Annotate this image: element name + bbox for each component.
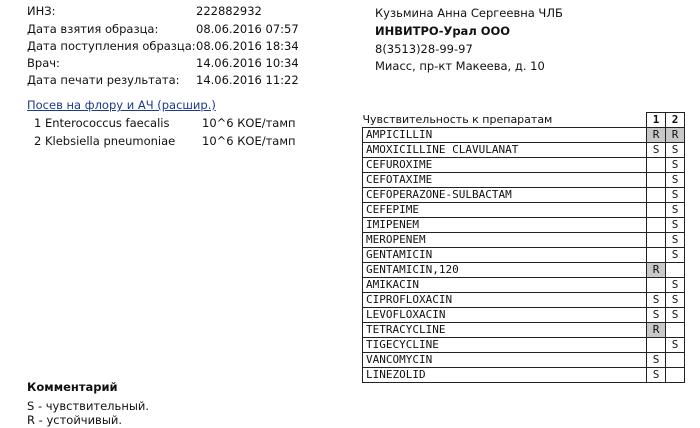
result-org-1: S	[647, 293, 666, 308]
drug-name: GENTAMICIN,120	[363, 263, 647, 278]
drug-name: VANCOMYCIN	[363, 353, 647, 368]
result-org-1	[647, 188, 666, 203]
result-org-2: S	[666, 233, 685, 248]
result-org-2	[666, 323, 685, 338]
sensitivity-row	[363, 368, 685, 383]
result-org-1	[647, 203, 666, 218]
sensitivity-row	[363, 188, 685, 203]
sensitivity-row	[363, 158, 685, 173]
print-date-label: Дата печати результата:	[27, 73, 180, 87]
comment-title: Комментарий	[27, 380, 118, 394]
sensitivity-row	[363, 338, 685, 353]
sensitivity-row	[363, 263, 685, 278]
lab-person: Кузьмина Анна Сергеевна ЧЛБ	[375, 6, 563, 20]
drug-name: TETRACYCLINE	[363, 323, 647, 338]
doctor-value: 14.06.2016 10:34	[196, 56, 299, 70]
drug-name: AMPICILLIN	[363, 128, 647, 143]
result-org-1: R	[647, 263, 666, 278]
drug-name: MEROPENEM	[363, 233, 647, 248]
result-org-2: S	[666, 293, 685, 308]
result-org-1: S	[647, 143, 666, 158]
drug-name: CEFEPIME	[363, 203, 647, 218]
sensitivity-row	[363, 293, 685, 308]
result-org-2: R	[666, 128, 685, 143]
drug-name: LEVOFLOXACIN	[363, 308, 647, 323]
organism-1-count: 10^6 КОЕ/тамп	[202, 116, 296, 130]
result-org-2: S	[666, 158, 685, 173]
sensitivity-row	[363, 353, 685, 368]
doctor-label: Врач:	[27, 56, 60, 70]
result-org-2: S	[666, 143, 685, 158]
result-org-1	[647, 338, 666, 353]
result-org-1	[647, 233, 666, 248]
drug-name: CEFOTAXIME	[363, 173, 647, 188]
result-org-1	[647, 248, 666, 263]
print-date-value: 14.06.2016 11:22	[196, 73, 299, 87]
result-org-1	[647, 218, 666, 233]
sensitivity-title: Чувствительность к препаратам	[362, 112, 553, 126]
sensitivity-row	[363, 233, 685, 248]
drug-name: CIPROFLOXACIN	[363, 293, 647, 308]
sensitivity-row	[363, 173, 685, 188]
result-org-1	[647, 173, 666, 188]
sensitivity-header-row	[363, 113, 685, 128]
drug-name: CEFOPERAZONE-SULBACTAM	[363, 188, 647, 203]
sensitivity-row	[363, 308, 685, 323]
sample-taken-value: 08.06.2016 07:57	[196, 22, 299, 36]
result-org-2: S	[666, 203, 685, 218]
result-org-1: S	[647, 353, 666, 368]
sample-received-value: 08.06.2016 18:34	[196, 39, 299, 53]
result-org-2: S	[666, 173, 685, 188]
result-org-1: S	[647, 368, 666, 383]
result-org-1: R	[647, 128, 666, 143]
sensitivity-row	[363, 278, 685, 293]
drug-name: CEFUROXIME	[363, 158, 647, 173]
result-org-1: S	[647, 308, 666, 323]
drug-name: AMIKACIN	[363, 278, 647, 293]
culture-title-link[interactable]: Посев на флору и АЧ (расшир.)	[27, 98, 216, 112]
result-org-2: S	[666, 278, 685, 293]
drug-name: GENTAMICIN	[363, 248, 647, 263]
sensitivity-row	[363, 143, 685, 158]
col-header-2: 2	[666, 113, 685, 128]
sensitivity-row	[363, 248, 685, 263]
result-org-1	[647, 278, 666, 293]
organism-2-name: 2 Klebsiella pneumoniae	[34, 134, 176, 148]
result-org-2	[666, 368, 685, 383]
sample-taken-label: Дата взятия образца:	[27, 22, 159, 36]
result-org-1	[647, 158, 666, 173]
lab-phone: 8(3513)28-99-97	[375, 42, 473, 56]
result-org-2: S	[666, 188, 685, 203]
drug-name: LINEZOLID	[363, 368, 647, 383]
sensitivity-body	[363, 128, 685, 383]
drug-name: TIGECYCLINE	[363, 338, 647, 353]
organism-1-name: 1 Enterococcus faecalis	[34, 116, 170, 130]
inz-label: ИНЗ:	[27, 4, 56, 18]
comment-line-r: R - устойчивый.	[27, 413, 123, 427]
result-org-2: S	[666, 338, 685, 353]
sensitivity-table	[362, 112, 685, 383]
organism-2-count: 10^6 КОЕ/тамп	[202, 134, 296, 148]
sensitivity-row	[363, 323, 685, 338]
result-org-2: S	[666, 248, 685, 263]
sensitivity-row	[363, 203, 685, 218]
inz-value: 222882932	[196, 4, 262, 18]
drug-name: IMIPENEM	[363, 218, 647, 233]
sensitivity-row	[363, 218, 685, 233]
result-org-2	[666, 263, 685, 278]
result-org-1: R	[647, 323, 666, 338]
sensitivity-row	[363, 128, 685, 143]
result-org-2	[666, 353, 685, 368]
sample-received-label: Дата поступления образца:	[27, 39, 196, 53]
col-header-1: 1	[647, 113, 666, 128]
lab-address: Миасс, пр-кт Макеева, д. 10	[375, 59, 545, 73]
comment-line-s: S - чувствительный.	[27, 399, 150, 413]
result-org-2: S	[666, 218, 685, 233]
lab-org: ИНВИТРО-Урал ООО	[375, 24, 511, 38]
drug-name: AMOXICILLINE CLAVULANAT	[363, 143, 647, 158]
result-org-2: S	[666, 308, 685, 323]
